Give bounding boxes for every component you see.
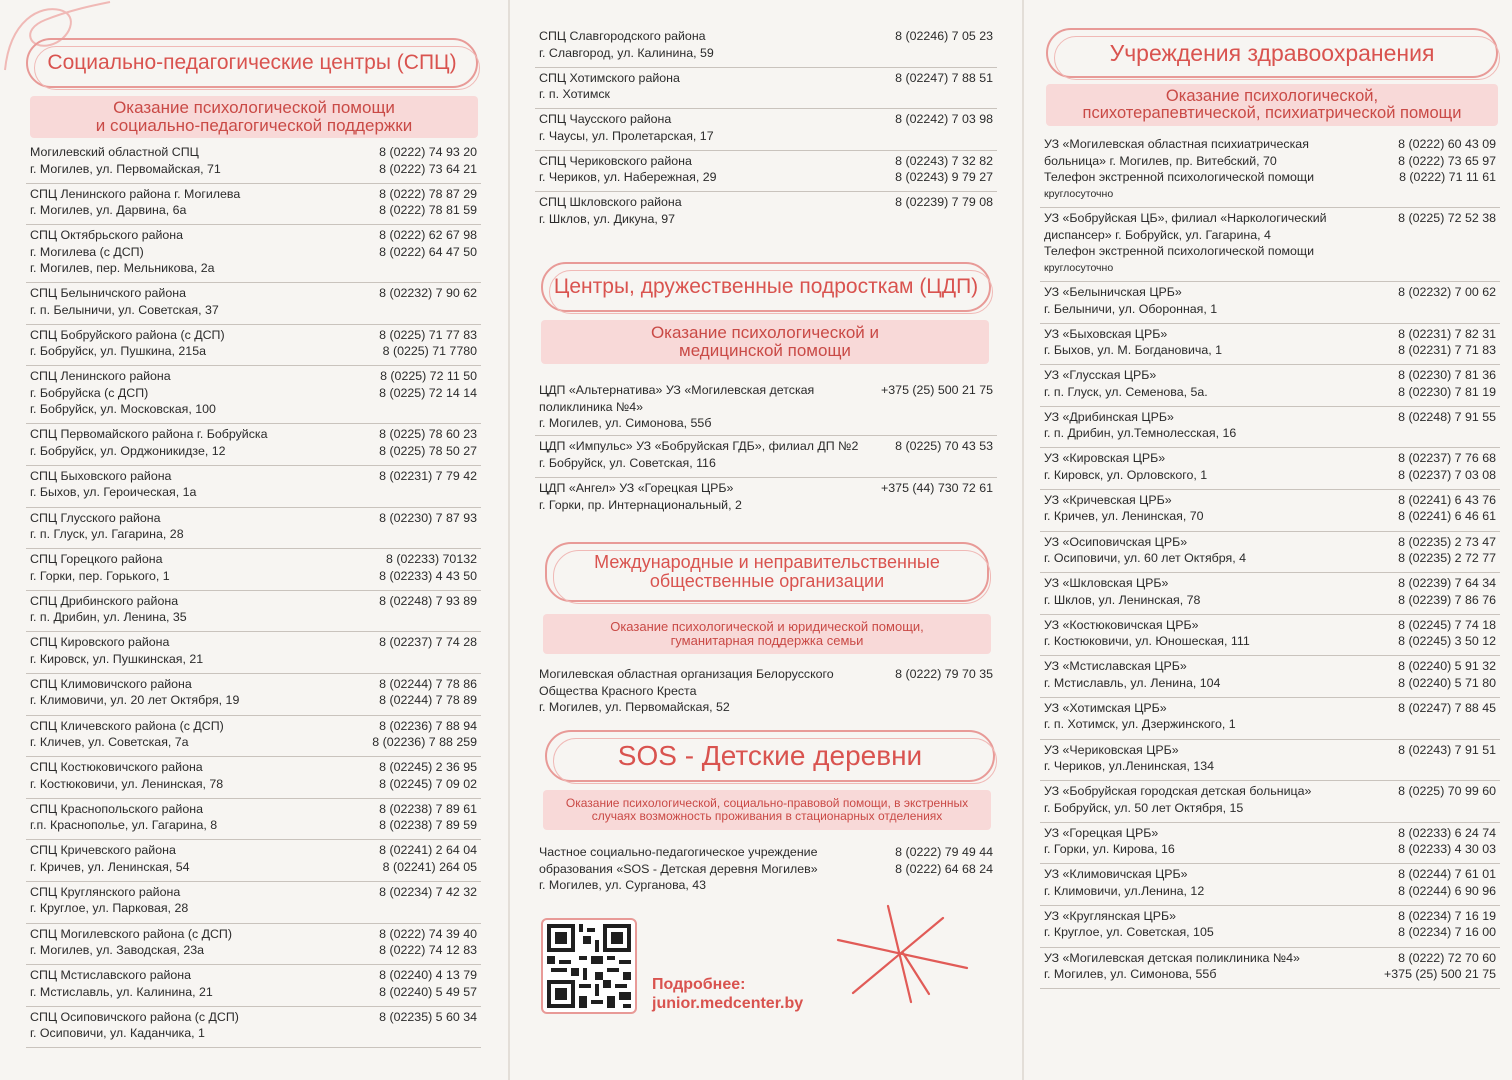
- contact-name: УЗ «Бобруйская городская детская больница» г. Бобруйск, ул. 50 лет Октября, 15: [1044, 784, 1312, 815]
- contact-phone[interactable]: 8 (02233) 6 24 74 8 (02233) 4 30 03: [1398, 825, 1496, 857]
- contact-row: [26, 632, 481, 674]
- contact-name: СПЦ Осиповичского района (с ДСП) г. Осиповичи, ул. Каданчика, 1: [30, 1009, 239, 1041]
- contact-name: УЗ «Глусская ЦРБ» г. п. Глуск, ул. Семенова, 5а.: [1044, 368, 1208, 399]
- contact-row: [535, 192, 997, 234]
- contact-row: [1040, 490, 1500, 532]
- contact-phone[interactable]: 8 (02232) 7 90 62: [379, 286, 477, 301]
- section-subtitle-health: Оказание психологической, психотерапевтической, психиатрической помощи: [1046, 84, 1498, 126]
- contact-name: УЗ «Климовичская ЦРБ» г. Климовичи, ул.Ленина, 12: [1044, 867, 1205, 898]
- contact-row: [26, 1007, 481, 1049]
- contact-phone[interactable]: 8 (02242) 7 03 98: [895, 112, 993, 127]
- contact-name: Частное социально-педагогическое учреждение образования «SOS - Детская деревня Могилев» г. Могилев, ул. Сурганова, 43: [539, 845, 818, 892]
- contact-row: [26, 325, 481, 367]
- contact-row: [1040, 365, 1500, 407]
- contact-name: СПЦ Костюковичского района г. Костюковичи, ул. Ленинская, 78: [30, 760, 224, 791]
- contact-phone[interactable]: 8 (0225) 78 60 23 8 (0225) 78 50 27: [379, 427, 477, 458]
- sos-list: [535, 842, 997, 898]
- contact-phone[interactable]: 8 (0222) 78 87 29 8 (0222) 78 81 59: [379, 186, 477, 218]
- contact-name: СПЦ Кличевского района (с ДСП) г. Кличев, ул. Советская, 7а: [30, 718, 224, 750]
- contact-name: ЦДП «Ангел» УЗ «Горецкая ЦРБ» г. Горки, пр. Интернациональный, 2: [539, 481, 742, 512]
- contact-row: [26, 283, 481, 325]
- contact-row: [26, 757, 481, 799]
- contact-phone[interactable]: 8 (02238) 7 89 61 8 (02238) 7 89 59: [379, 801, 477, 833]
- contact-phone[interactable]: 8 (02241) 2 64 04 8 (02241) 264 05: [379, 843, 477, 874]
- contact-row: [26, 591, 481, 633]
- section-subtitle-sos: Оказание психологической, социально-правовой помощи, в экстренных случаях возможность проживания в стационарных отделениях: [543, 790, 991, 830]
- contact-phone[interactable]: 8 (02243) 7 91 51: [1398, 742, 1496, 757]
- contact-row: [26, 799, 481, 841]
- contact-name: СПЦ Чериковского района г. Чериков, ул. Набережная, 29: [539, 153, 717, 185]
- contact-row: [1040, 948, 1500, 990]
- section-title-sos: SOS - Детские деревни: [545, 730, 995, 782]
- contact-phone[interactable]: 8 (02239) 7 79 08: [895, 195, 993, 210]
- contact-row: [535, 478, 997, 520]
- contact-phone[interactable]: 8 (02231) 7 79 42: [379, 468, 477, 483]
- contact-name: УЗ «Круглянская ЦРБ» г. Круглое, ул. Советская, 105: [1044, 908, 1214, 940]
- section-title-cdp: Центры, дружественные подросткам (ЦДП): [541, 262, 991, 312]
- contact-name: СПЦ Ленинского района г. Бобруйска (с ДСП) г. Бобруйск, ул. Московская, 100: [30, 369, 216, 417]
- qr-code-graphic: [547, 924, 631, 1008]
- contact-name: УЗ «Могилевская детская поликлиника №4» г. Могилев, ул. Симонова, 55б: [1044, 950, 1300, 981]
- contact-name: СПЦ Бобруйского района (с ДСП) г. Бобруйск, ул. Пушкина, 215а: [30, 327, 225, 359]
- contact-note: круглосуточно: [1044, 187, 1114, 200]
- ngo-list: [535, 664, 997, 720]
- contact-phone[interactable]: 8 (0222) 74 39 40 8 (0222) 74 12 83: [379, 926, 477, 957]
- contact-row: [1040, 532, 1500, 574]
- contact-row: [26, 184, 481, 226]
- contact-name: УЗ «Могилевская областная психиатрическая больница» г. Могилев, пр. Витебский, 70 Телефон экстренной психологической помощи круглосуточно: [1044, 136, 1370, 207]
- contact-name: СПЦ Кировского района г. Кировск, ул. Пушкинская, 21: [30, 635, 204, 666]
- contact-row: [1040, 407, 1500, 449]
- contact-name: СПЦ Белыничского района г. п. Белыничи, ул. Советская, 37: [30, 286, 219, 317]
- contact-phone[interactable]: 8 (0225) 72 52 38: [1398, 211, 1496, 225]
- contact-row: [1040, 906, 1500, 948]
- contact-row: [26, 549, 481, 591]
- contact-name: СПЦ Чаусского района г. Чаусы, ул. Пролетарская, 17: [539, 112, 714, 143]
- contact-phone[interactable]: 8 (02233) 70132 8 (02233) 4 43 50: [379, 552, 477, 583]
- contact-row: [26, 225, 481, 283]
- contact-row: [535, 68, 997, 110]
- contact-name: СПЦ Могилевского района (с ДСП) г. Могилев, ул. Заводская, 23а: [30, 926, 232, 957]
- contact-row: [1040, 448, 1500, 490]
- contact-row: [26, 142, 481, 184]
- contact-name: УЗ «Кричевская ЦРБ» г. Кричев, ул. Ленинская, 70: [1044, 492, 1204, 524]
- contact-name: УЗ «Шкловская ЦРБ» г. Шклов, ул. Ленинская, 78: [1044, 576, 1201, 607]
- contact-name: УЗ «Горецкая ЦРБ» г. Горки, ул. Кирова, 16: [1044, 825, 1175, 857]
- contact-name: УЗ «Дрибинская ЦРБ» г. п. Дрибин, ул.Темнолесская, 16: [1044, 409, 1237, 441]
- contact-phone[interactable]: 8 (02244) 7 78 86 8 (02244) 7 78 89: [379, 676, 477, 708]
- contact-row: [1040, 573, 1500, 615]
- contact-phone[interactable]: 8 (0225) 70 43 53: [895, 439, 993, 453]
- contact-phone[interactable]: 8 (02234) 7 16 19 8 (02234) 7 16 00: [1398, 908, 1496, 940]
- fold-line: [508, 0, 510, 1080]
- contact-name: ЦДП «Импульс» УЗ «Бобруйская ГДБ», филиал ДП №2 г. Бобруйск, ул. Советская, 116: [539, 439, 859, 470]
- contact-name: УЗ «Осиповичская ЦРБ» г. Осиповичи, ул. 60 лет Октября, 4: [1044, 534, 1247, 566]
- contact-phone[interactable]: 8 (0222) 74 93 20 8 (0222) 73 64 21: [379, 145, 477, 176]
- contact-phone[interactable]: 8 (02231) 7 82 31 8 (02231) 7 71 83: [1398, 326, 1496, 358]
- contact-phone[interactable]: 8 (02243) 7 32 82 8 (02243) 9 79 27: [895, 153, 993, 185]
- contact-row: [1040, 134, 1500, 208]
- contact-note: круглосуточно: [1044, 261, 1114, 274]
- contact-phone[interactable]: 8 (0225) 71 77 83 8 (0225) 71 7780: [379, 327, 477, 359]
- contact-row: [26, 674, 481, 716]
- section-title-spc: Социально-педагогические центры (СПЦ): [26, 38, 478, 88]
- section-title-ngo: Международные и неправительственные общественные организации: [545, 542, 989, 602]
- contact-phone[interactable]: 8 (0225) 72 11 50 8 (0225) 72 14 14: [379, 369, 477, 400]
- contact-name: СПЦ Ленинского района г. Могилева г. Могилев, ул. Дарвина, 6а: [30, 186, 241, 218]
- health-list: [1040, 134, 1500, 989]
- contact-row: [26, 882, 481, 924]
- contact-phone[interactable]: 8 (02248) 7 91 55: [1398, 409, 1496, 424]
- contact-name: СПЦ Горецкого района г. Горки, пер. Горького, 1: [30, 552, 170, 583]
- contact-row: [1040, 823, 1500, 865]
- contact-name: Могилевский областной СПЦ г. Могилев, ул. Первомайская, 71: [30, 145, 221, 176]
- contact-name: СПЦ Шкловского района г. Шклов, ул. Дикуна, 97: [539, 195, 682, 226]
- contact-phone[interactable]: +375 (25) 500 21 75: [881, 383, 993, 397]
- contact-phone[interactable]: 8 (02246) 7 05 23: [895, 29, 993, 43]
- contact-phone[interactable]: 8 (02245) 7 74 18 8 (02245) 3 50 12: [1398, 617, 1496, 649]
- contact-phone[interactable]: 8 (02237) 7 76 68 8 (02237) 7 03 08: [1398, 451, 1496, 482]
- contact-name: СПЦ Хотимского района г. п. Хотимск: [539, 70, 680, 102]
- contact-phone[interactable]: 8 (02230) 7 81 36 8 (02230) 7 81 19: [1398, 368, 1496, 399]
- contact-phone[interactable]: 8 (0222) 72 70 60 +375 (25) 500 21 75: [1384, 950, 1496, 981]
- contact-phone[interactable]: 8 (02235) 2 73 47 8 (02235) 2 72 77: [1398, 534, 1496, 566]
- contact-name: СПЦ Быховского района г. Быхов, ул. Героическая, 1а: [30, 468, 197, 500]
- contact-name: УЗ «Кировская ЦРБ» г. Кировск, ул. Орловского, 1: [1044, 451, 1208, 482]
- contact-name: СПЦ Краснопольского района г.п. Краснополье, ул. Гагарина, 8: [30, 801, 218, 833]
- contact-phone[interactable]: 8 (02235) 5 60 34: [379, 1009, 477, 1024]
- contact-name: УЗ «Мстиславская ЦРБ» г. Мстиславль, ул. Ленина, 104: [1044, 659, 1221, 690]
- contact-name: УЗ «Чериковская ЦРБ» г. Чериков, ул.Ленинская, 134: [1044, 742, 1215, 774]
- more-link[interactable]: junior.medcenter.by: [652, 995, 804, 1012]
- contact-phone[interactable]: 8 (02247) 7 88 45: [1398, 700, 1496, 715]
- contact-row: [535, 664, 997, 720]
- contact-name: Могилевская областная организация Белорусского Общества Красного Креста г. Могилев, ул. Первомайская, 52: [539, 667, 834, 714]
- contact-row: [26, 466, 481, 508]
- section-title-health: Учреждения здравоохранения: [1046, 28, 1498, 78]
- contact-name: ЦДП «Альтернатива» УЗ «Могилевская детская поликлиника №4» г. Могилев, ул. Симонова, 55б: [539, 383, 815, 430]
- spc-list-continued: [535, 26, 997, 234]
- contact-phone[interactable]: 8 (02245) 2 36 95 8 (02245) 7 09 02: [379, 760, 477, 791]
- contact-row: [1040, 864, 1500, 906]
- section-subtitle-cdp: Оказание психологической и медицинской помощи: [541, 320, 989, 364]
- contact-row: [26, 366, 481, 424]
- contact-name: УЗ «Белыничская ЦРБ» г. Белыничи, ул. Оборонная, 1: [1044, 285, 1218, 316]
- fold-line: [1022, 0, 1024, 1080]
- contact-row: [1040, 781, 1500, 823]
- contact-phone[interactable]: 8 (02241) 6 43 76 8 (02241) 6 46 61: [1398, 492, 1496, 524]
- asterisk-decoration-icon: [833, 898, 973, 1008]
- contact-phone[interactable]: 8 (02244) 7 61 01 8 (02244) 6 90 96: [1398, 867, 1496, 898]
- contact-phone[interactable]: 8 (0222) 79 49 44 8 (0222) 64 68 24: [895, 845, 993, 876]
- contact-row: [1040, 698, 1500, 740]
- contact-row: [1040, 740, 1500, 782]
- contact-name: СПЦ Климовичского района г. Климовичи, ул. 20 лет Октября, 19: [30, 676, 240, 708]
- contact-phone[interactable]: 8 (02232) 7 00 62: [1398, 285, 1496, 299]
- contact-phone[interactable]: 8 (02236) 7 88 94 8 (02236) 7 88 259: [372, 718, 477, 750]
- contact-phone[interactable]: 8 (02237) 7 74 28: [379, 635, 477, 650]
- contact-row: [535, 26, 997, 68]
- contact-phone[interactable]: 8 (02240) 5 91 32 8 (02240) 5 71 80: [1398, 659, 1496, 690]
- contact-name: УЗ «Быховская ЦРБ» г. Быхов, ул. М. Богдановича, 1: [1044, 326, 1223, 358]
- contact-phone[interactable]: 8 (0222) 62 67 98 8 (0222) 64 47 50: [379, 228, 477, 259]
- contact-row: [26, 840, 481, 882]
- contact-name: СПЦ Дрибинского района г. п. Дрибин, ул. Ленина, 35: [30, 593, 187, 625]
- contact-row: [1040, 282, 1500, 324]
- contact-row: [26, 424, 481, 466]
- spc-list: [26, 142, 481, 1048]
- contact-name: УЗ «Хотимская ЦРБ» г. п. Хотимск, ул. Дзержинского, 1: [1044, 700, 1236, 732]
- contact-phone[interactable]: 8 (0222) 60 43 09 8 (0222) 73 65 97 8 (0222) 71 11 61: [1398, 137, 1496, 184]
- contact-row: [26, 508, 481, 550]
- contact-phone[interactable]: 8 (02234) 7 42 32: [379, 884, 477, 899]
- contact-row: [535, 109, 997, 151]
- contact-phone[interactable]: 8 (02248) 7 93 89: [379, 593, 477, 608]
- more-label: Подробнее:: [652, 976, 746, 993]
- contact-row: [26, 716, 481, 758]
- contact-phone[interactable]: 8 (02239) 7 64 34 8 (02239) 7 86 76: [1398, 576, 1496, 607]
- contact-row: [26, 965, 481, 1007]
- contact-name: СПЦ Первомайского района г. Бобруйска г. Бобруйск, ул. Орджоникидзе, 12: [30, 427, 268, 458]
- contact-row: [535, 380, 997, 436]
- contact-row: [535, 842, 997, 898]
- contact-row: [1040, 208, 1500, 282]
- contact-name: СПЦ Кричевского района г. Кричев, ул. Ленинская, 54: [30, 843, 190, 874]
- contact-name: УЗ «Костюковичская ЦРБ» г. Костюковичи, ул. Юношеская, 111: [1044, 617, 1250, 649]
- section-subtitle-spc: Оказание психологической помощи и социально-педагогической поддержки: [30, 96, 478, 138]
- contact-phone[interactable]: 8 (0225) 70 99 60: [1398, 784, 1496, 799]
- contact-name: СПЦ Круглянского района г. Круглое, ул. Парковая, 28: [30, 884, 189, 916]
- cdp-list: [535, 380, 997, 520]
- contact-row: [535, 436, 997, 478]
- section-subtitle-ngo: Оказание психологической и юридической помощи, гуманитарная поддержка семьи: [543, 614, 991, 654]
- contact-phone[interactable]: 8 (02230) 7 87 93: [379, 510, 477, 525]
- contact-row: [1040, 615, 1500, 657]
- contact-row: [26, 924, 481, 966]
- contact-name: СПЦ Октябрьского района г. Могилева (с ДСП) г. Могилев, пер. Мельникова, 2а: [30, 228, 215, 276]
- contact-row: [1040, 656, 1500, 698]
- contact-phone[interactable]: 8 (02247) 7 88 51: [895, 70, 993, 85]
- contact-phone[interactable]: 8 (02240) 4 13 79 8 (02240) 5 49 57: [379, 968, 477, 999]
- contact-row: [1040, 324, 1500, 366]
- contact-name: СПЦ Мстиславского района г. Мстиславль, ул. Калинина, 21: [30, 968, 213, 999]
- contact-name: УЗ «Бобруйская ЦБ», филиал «Наркологический диспансер» г. Бобруйск, ул. Гагарина, 4 Телефон экстренной психологической помощи круглосуточно: [1044, 210, 1370, 281]
- contact-name: СПЦ Глусского района г. п. Глуск, ул. Гагарина, 28: [30, 510, 184, 542]
- contact-name: СПЦ Славгородского района г. Славгород, ул. Калинина, 59: [539, 29, 714, 60]
- contact-row: [535, 151, 997, 193]
- qr-code-icon[interactable]: [541, 918, 637, 1014]
- contact-phone[interactable]: +375 (44) 730 72 61: [881, 481, 993, 495]
- contact-phone[interactable]: 8 (0222) 79 70 35: [895, 667, 993, 681]
- more-info: [652, 975, 803, 1013]
